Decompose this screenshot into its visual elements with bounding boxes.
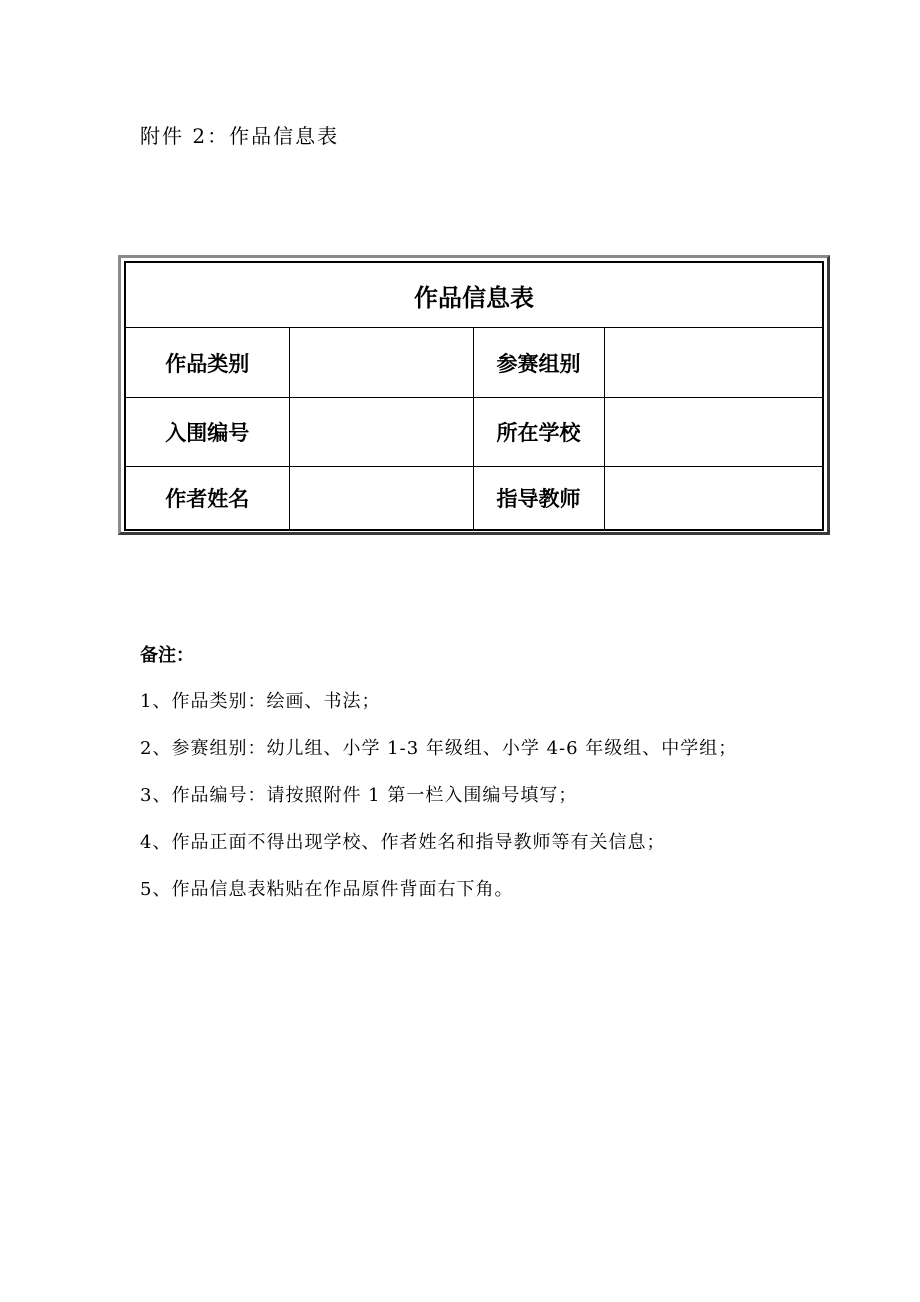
author-name-label: 作者姓名 xyxy=(125,467,289,530)
info-table-frame xyxy=(118,255,830,535)
note-item: 2、参赛组别：幼儿组、小学 1-3 年级组、小学 4-6 年级组、中学组； xyxy=(140,738,738,759)
school-label: 所在学校 xyxy=(473,398,604,467)
notes-section xyxy=(140,640,737,921)
info-table xyxy=(124,261,824,531)
author-name-value-cell[interactable] xyxy=(289,467,473,530)
table-row xyxy=(125,328,823,398)
group-label: 参赛组别 xyxy=(473,328,604,398)
teacher-value-cell[interactable] xyxy=(604,467,823,530)
entry-number-label: 入围编号 xyxy=(125,398,289,467)
attachment-heading: 附件 2：作品信息表 xyxy=(140,124,340,148)
note-item: 4、作品正面不得出现学校、作者姓名和指导教师等有关信息； xyxy=(140,832,666,853)
school-value-cell[interactable] xyxy=(604,398,823,467)
category-label: 作品类别 xyxy=(125,328,289,398)
teacher-label: 指导教师 xyxy=(473,467,604,530)
notes-title: 备注： xyxy=(140,645,194,666)
note-item: 3、作品编号：请按照附件 1 第一栏入围编号填写； xyxy=(140,785,578,806)
note-item: 1、作品类别：绘画、书法； xyxy=(140,691,381,712)
category-value-cell[interactable] xyxy=(289,328,473,398)
group-value-cell[interactable] xyxy=(604,328,823,398)
table-title: 作品信息表 xyxy=(125,262,823,328)
entry-number-value-cell[interactable] xyxy=(289,398,473,467)
note-item: 5、作品信息表粘贴在作品原件背面右下角。 xyxy=(140,879,514,900)
table-row xyxy=(125,398,823,467)
table-row xyxy=(125,467,823,530)
